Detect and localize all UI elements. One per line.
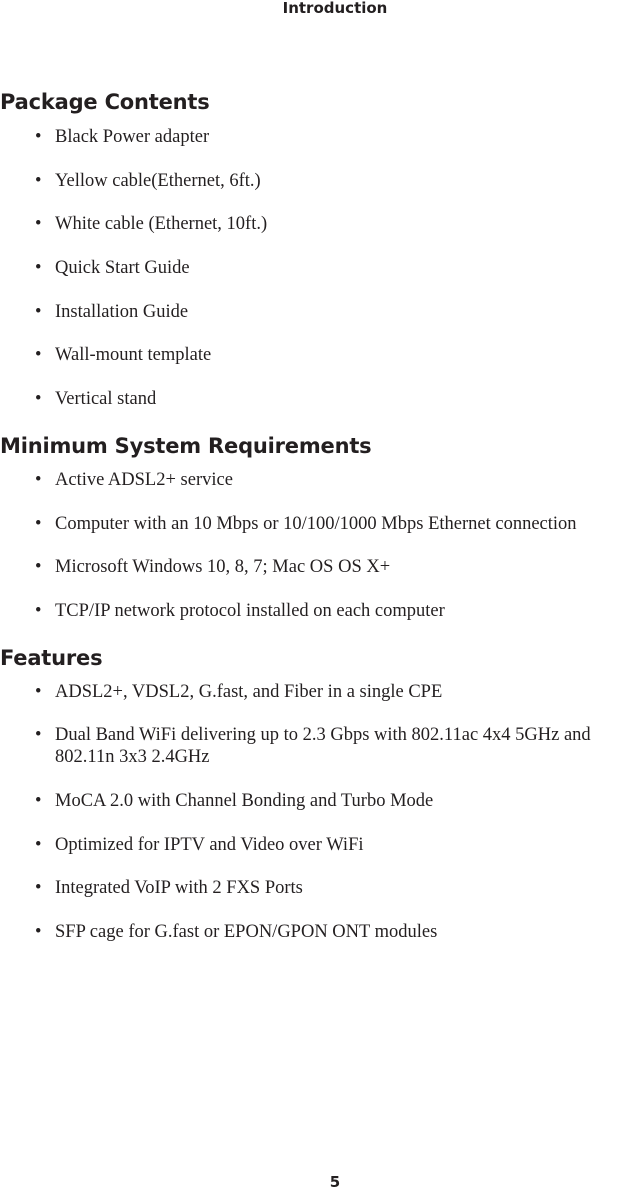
list-item [0, 790, 634, 812]
list-item-text: Yellow cable(Ethernet, 6ft.) [55, 170, 261, 191]
list-item [0, 126, 634, 148]
list-item-text: Installation Guide [55, 301, 189, 322]
section-features [0, 644, 634, 943]
list-item [0, 213, 634, 235]
section-title-features: Features [0, 645, 103, 670]
bullet: • [35, 725, 42, 746]
list-item [0, 681, 634, 703]
list-item-text: Black Power adapter [55, 127, 210, 147]
list-item-text: Quick Start Guide [55, 258, 190, 279]
list-item [0, 600, 634, 622]
page-content [0, 88, 634, 965]
list-item [0, 301, 634, 323]
list-item-text: Optimized for IPTV and Video over WiFi [55, 834, 364, 855]
bullet: • [35, 878, 42, 899]
minimum-requirements-list [0, 469, 634, 622]
list-item [0, 877, 634, 899]
list-item [0, 921, 634, 943]
bullet: • [35, 170, 42, 191]
list-item [0, 344, 634, 366]
bullet: • [35, 214, 42, 235]
list-item-text: Wall-mount template [55, 345, 212, 366]
package-contents-list [0, 126, 634, 410]
bullet: • [35, 557, 42, 578]
bullet: • [35, 681, 42, 702]
running-header: Introduction [282, 0, 388, 17]
bullet: • [35, 513, 42, 534]
bullet: • [35, 301, 42, 322]
page-number: 5 [329, 1173, 341, 1191]
list-item-text: Integrated VoIP with 2 FXS Ports [55, 878, 303, 899]
features-list [0, 681, 634, 943]
bullet: • [35, 389, 42, 410]
list-item [0, 834, 634, 856]
list-item [0, 556, 634, 578]
bullet: • [35, 790, 42, 811]
section-title-package-contents: Package Contents [0, 90, 210, 114]
section-minimum-requirements [0, 432, 634, 622]
list-item-text: ADSL2+, VDSL2, G.fast, and Fiber in a single CPE [55, 681, 443, 702]
list-item-text: Active ADSL2+ service [55, 469, 233, 490]
bullet: • [35, 469, 42, 490]
list-item-text: MoCA 2.0 with Channel Bonding and Turbo Mode [55, 790, 434, 811]
section-package-contents [0, 88, 634, 410]
bullet: • [35, 258, 42, 279]
bullet: • [35, 127, 42, 147]
list-item [0, 257, 634, 279]
list-item [0, 724, 634, 768]
list-item [0, 469, 634, 491]
list-item-text: SFP cage for G.fast or EPON/GPON ONT modules [55, 922, 438, 942]
bullet: • [35, 834, 42, 855]
list-item-text: Vertical stand [55, 389, 157, 410]
list-item-text: Dual Band WiFi delivering up to 2.3 Gbps with 802.11ac 4x4 5GHz and 802.11n 3x3 2.4GHz [55, 725, 591, 768]
list-item [0, 170, 634, 192]
bullet: • [35, 922, 42, 942]
bullet: • [35, 345, 42, 366]
section-title-minimum-requirements: Minimum System Requirements [0, 433, 372, 458]
list-item-text: White cable (Ethernet, 10ft.) [55, 214, 268, 235]
bullet: • [35, 600, 42, 621]
list-item-text: Computer with an 10 Mbps or 10/100/1000 Mbps Ethernet connection [55, 513, 577, 534]
list-item-text: TCP/IP network protocol installed on each computer [55, 600, 445, 621]
list-item-text: Microsoft Windows 10, 8, 7; Mac OS OS X+ [55, 557, 391, 578]
list-item [0, 388, 634, 410]
list-item [0, 513, 634, 535]
